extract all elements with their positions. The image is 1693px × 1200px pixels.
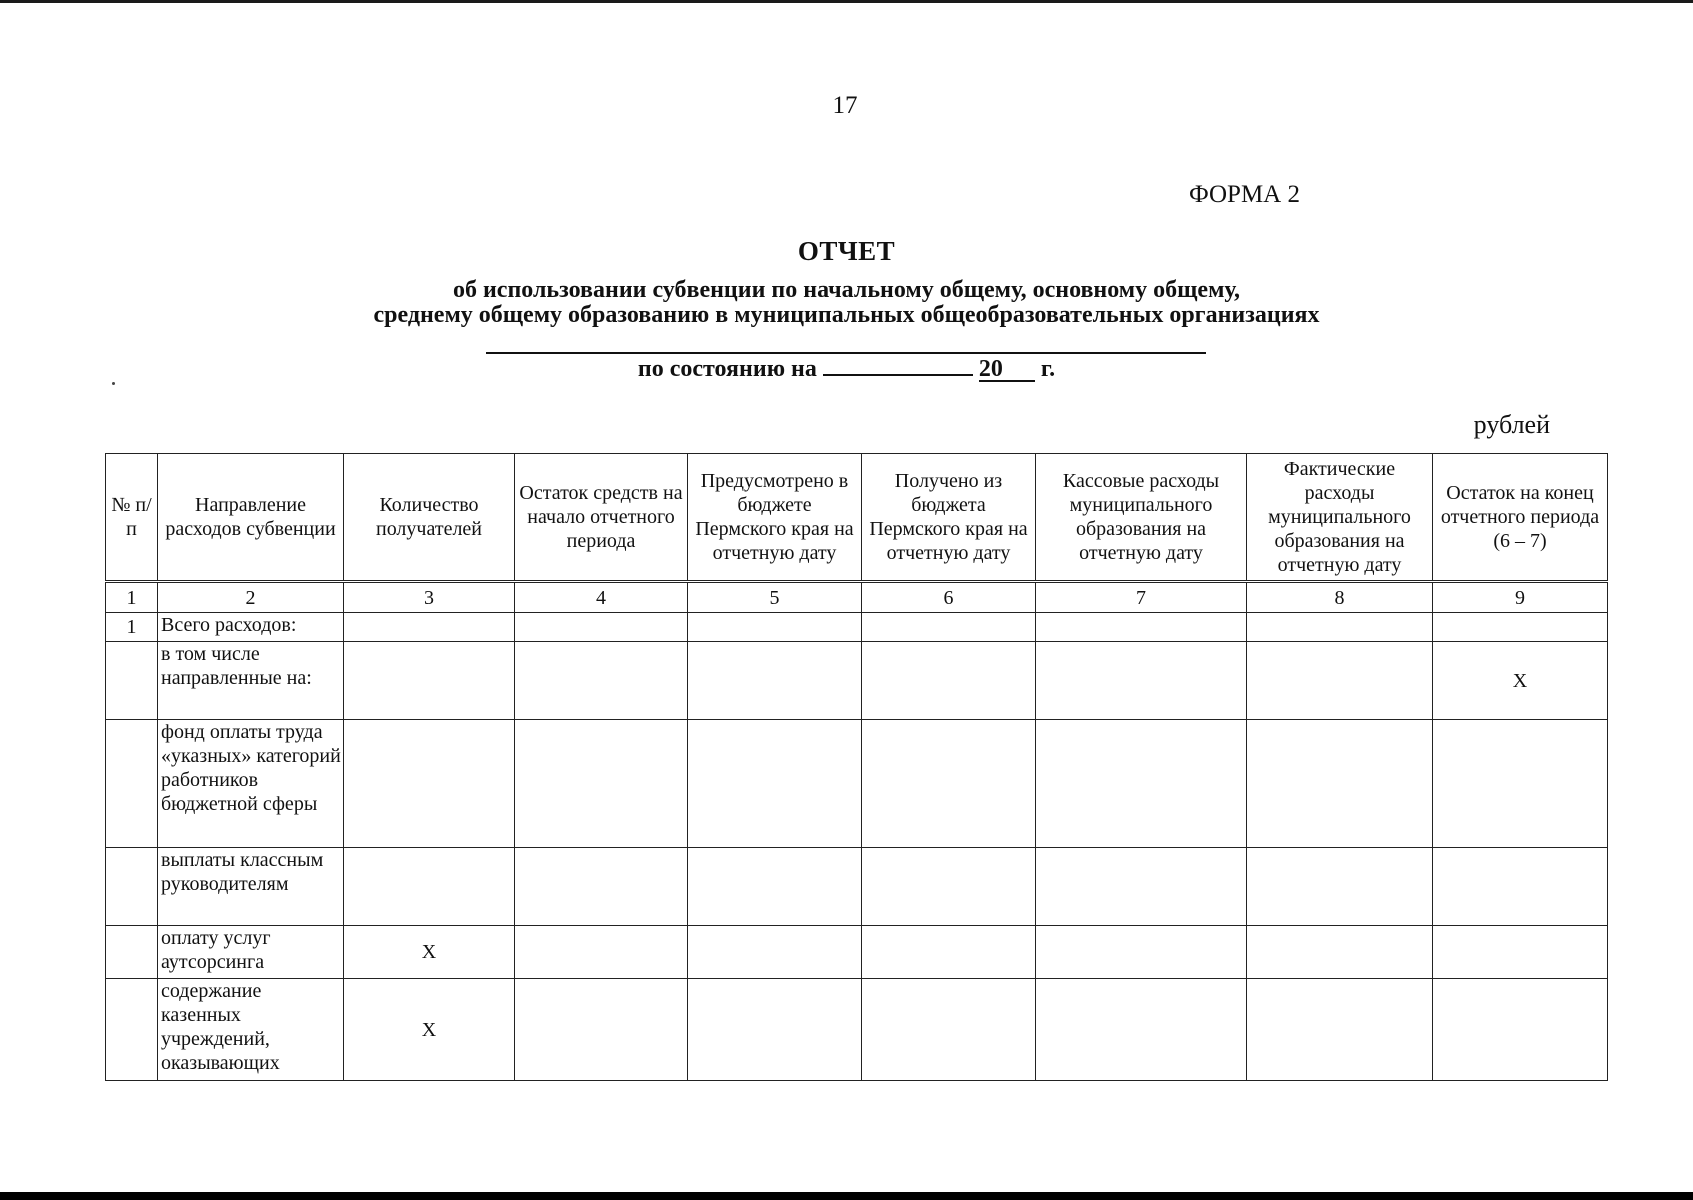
table-cell: Х bbox=[1433, 642, 1608, 720]
table-cell bbox=[344, 642, 515, 720]
date-blank bbox=[823, 350, 973, 376]
table-cell bbox=[1036, 720, 1247, 848]
column-number: 6 bbox=[862, 582, 1036, 613]
header-recipients: Количество получателей bbox=[344, 454, 515, 582]
column-number: 9 bbox=[1433, 582, 1608, 613]
subtitle-line-1: об использовании субвенции по начальному общему, основному общему, bbox=[452, 277, 1241, 303]
row-number bbox=[106, 848, 158, 926]
table-cell bbox=[1247, 613, 1433, 642]
table-cell bbox=[515, 642, 688, 720]
table-row bbox=[106, 720, 1608, 848]
header-cash-expenses: Кассовые расходы муниципального образования на отчетную дату bbox=[1036, 454, 1247, 582]
form-label: ФОРМА 2 bbox=[1188, 181, 1300, 208]
table-cell bbox=[1036, 979, 1247, 1081]
as-of-prefix: по состоянию на bbox=[637, 356, 817, 382]
table-cell bbox=[688, 979, 862, 1081]
column-number: 1 bbox=[106, 582, 158, 613]
table-row bbox=[106, 979, 1608, 1081]
table-cell bbox=[515, 613, 688, 642]
page-number: 17 bbox=[832, 92, 858, 119]
table-row bbox=[106, 613, 1608, 642]
as-of-date-line bbox=[0, 350, 1693, 383]
row-direction: выплаты классным руководителям bbox=[158, 848, 344, 926]
subtitle-line-2: среднему общему образованию в муниципальных общеобразовательных организациях bbox=[373, 302, 1320, 328]
year-field bbox=[979, 356, 1035, 382]
header-opening-balance: Остаток средств на начало отчетного периода bbox=[515, 454, 688, 582]
table-cell bbox=[1433, 720, 1608, 848]
table-row bbox=[106, 848, 1608, 926]
row-number bbox=[106, 926, 158, 979]
table-cell: Х bbox=[344, 979, 515, 1081]
table-cell bbox=[862, 848, 1036, 926]
header-actual-expenses: Фактические расходы муниципального образования на отчетную дату bbox=[1247, 454, 1433, 582]
table-cell bbox=[1247, 926, 1433, 979]
table-cell bbox=[688, 613, 862, 642]
table-cell bbox=[344, 613, 515, 642]
year-suffix: г. bbox=[1040, 356, 1056, 382]
table-row bbox=[106, 926, 1608, 979]
table-cell bbox=[1036, 848, 1247, 926]
row-direction: в том числе направленные на: bbox=[158, 642, 344, 720]
report-subtitle bbox=[0, 278, 1693, 328]
table-cell bbox=[344, 848, 515, 926]
table-cell bbox=[515, 926, 688, 979]
table-cell bbox=[515, 979, 688, 1081]
table-cell bbox=[1433, 979, 1608, 1081]
scan-top-border bbox=[0, 0, 1693, 3]
header-direction: Направление расходов субвенции bbox=[158, 454, 344, 582]
column-number-row bbox=[106, 582, 1608, 613]
table-cell bbox=[1433, 613, 1608, 642]
table-cell bbox=[862, 613, 1036, 642]
table-cell bbox=[1036, 613, 1247, 642]
header-closing-balance: Остаток на конец отчетного периода (6 – 7) bbox=[1433, 454, 1608, 582]
table-cell bbox=[862, 720, 1036, 848]
header-no: № п/п bbox=[106, 454, 158, 582]
table-cell bbox=[1036, 642, 1247, 720]
table-cell bbox=[862, 979, 1036, 1081]
column-number: 3 bbox=[344, 582, 515, 613]
table-cell bbox=[1433, 926, 1608, 979]
scan-bottom-border bbox=[0, 1192, 1693, 1200]
table-cell bbox=[1247, 642, 1433, 720]
table-cell bbox=[1433, 848, 1608, 926]
table-cell bbox=[688, 926, 862, 979]
scan-speck bbox=[112, 382, 115, 385]
column-number: 4 bbox=[515, 582, 688, 613]
header-budgeted: Предусмотрено в бюджете Пермского края на отчетную дату bbox=[688, 454, 862, 582]
column-number: 2 bbox=[158, 582, 344, 613]
table-cell bbox=[1247, 848, 1433, 926]
column-number: 5 bbox=[688, 582, 862, 613]
row-direction: содержание казенных учреждений, оказывающих bbox=[158, 979, 344, 1081]
table-cell bbox=[1247, 979, 1433, 1081]
table-cell bbox=[515, 720, 688, 848]
table-cell bbox=[344, 720, 515, 848]
table-row bbox=[106, 642, 1608, 720]
row-direction: фонд оплаты труда «указных» категорий работников бюджетной сферы bbox=[158, 720, 344, 848]
row-number bbox=[106, 979, 158, 1081]
header-row bbox=[106, 454, 1608, 582]
table-cell bbox=[862, 926, 1036, 979]
row-number bbox=[106, 720, 158, 848]
table-cell bbox=[1247, 720, 1433, 848]
table-cell bbox=[862, 642, 1036, 720]
row-direction: Всего расходов: bbox=[158, 613, 344, 642]
table-cell: Х bbox=[344, 926, 515, 979]
currency-units: рублей bbox=[1473, 410, 1550, 439]
row-number: 1 bbox=[106, 613, 158, 642]
header-received: Получено из бюджета Пермского края на отчетную дату bbox=[862, 454, 1036, 582]
table-cell bbox=[515, 848, 688, 926]
table-cell bbox=[688, 720, 862, 848]
year-prefix: 20 bbox=[978, 356, 1003, 382]
column-number: 7 bbox=[1036, 582, 1247, 613]
table-cell bbox=[1036, 926, 1247, 979]
report-title: ОТЧЕТ bbox=[797, 236, 896, 266]
report-table bbox=[105, 453, 1608, 1081]
table-cell bbox=[688, 642, 862, 720]
column-number: 8 bbox=[1247, 582, 1433, 613]
row-number bbox=[106, 642, 158, 720]
table-cell bbox=[688, 848, 862, 926]
row-direction: оплату услуг аутсорсинга bbox=[158, 926, 344, 979]
